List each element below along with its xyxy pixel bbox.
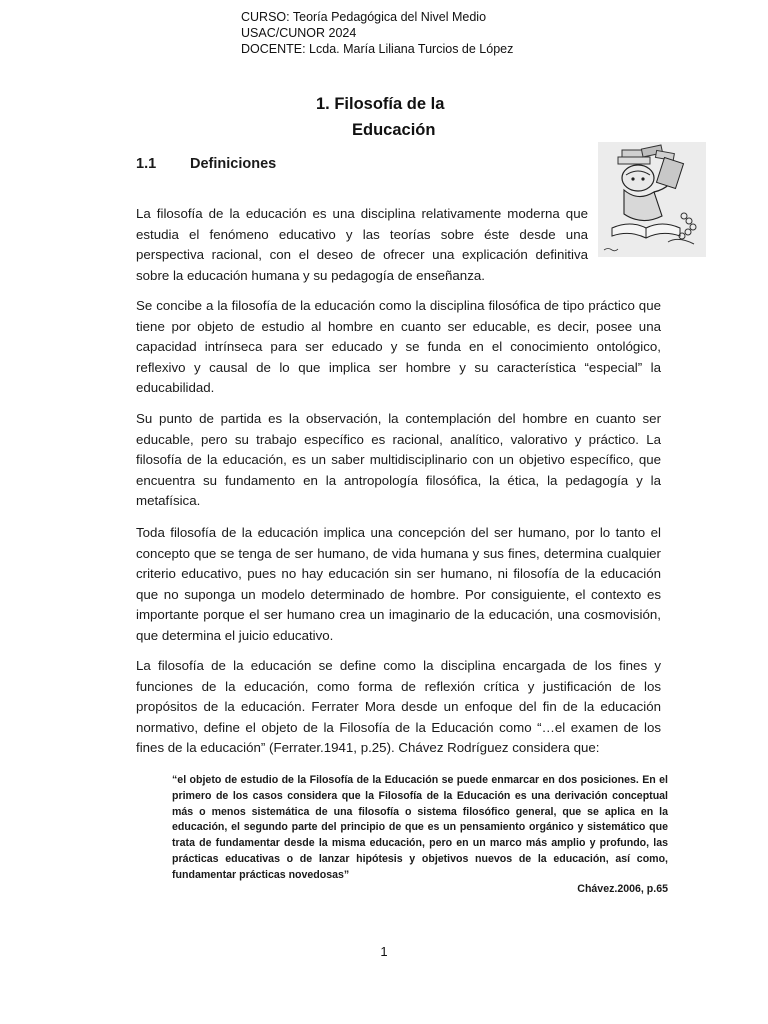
section-title: Definiciones [190, 156, 277, 172]
institution-line: USAC/CUNOR 2024 [241, 26, 357, 40]
page-number: 1 [380, 944, 388, 959]
course-line: CURSO: Teoría Pedagógica del Nivel Medio [241, 10, 487, 24]
document-header [241, 9, 513, 57]
paragraph-2: Se concibe a la filosofía de la educación como la disciplina filosófica de tipo práctico que tiene por objeto de estudio al hombre en cuanto ser educable, es decir, posee una capacidad intrínseca para ser educado y se funda en el conocimiento ontológico, reflexivo y causal de lo que implica ser hombre y su característica “especial” la educabilidad. [136, 298, 661, 396]
quote-citation: Chávez.2006, p.65 [577, 883, 668, 895]
block-quote: “el objeto de estudio de la Filosofía de la Educación se puede enmarcar en dos posiciones. En el primero de los casos considera que la Filosofía de la Educación es una derivación conceptual más o menos sistemática de una filosofía o sistema filosófico general, que se aplica en la educación, el segundo parte del principio de que es un pensamiento orgánico y sistemático que trata de fundamentar desde la misma educación, pero en un marco más amplio y profundo, las prácticas educativas o de lanzar hipótesis y objetivos nuevos de la educación, así como, fundamentar prácticas novedosas” [172, 774, 668, 881]
paragraph-5: La filosofía de la educación se define como la disciplina encargada de los fines y funciones de la educación, como forma de reflexión crítica y justificación de los propósitos de la educación. Ferrater Mora desde un enfoque del fin de la educación normativo, define el objeto de la Filosofía de la Educación como “…el examen de los fines de la educación” (Ferrater.1941, p.25). Chávez Rodríguez considera que: [136, 658, 661, 756]
paragraph-1: La filosofía de la educación es una disciplina relativamente moderna que estudia el fenómeno educativo y las teorías sobre éste desde una perspectiva racional, con el deseo de ofrecer una explicación definitiva sobre la educación humana y su pedagogía de enseñanza. [136, 206, 588, 283]
section-number: 1.1 [136, 156, 157, 172]
title-line-2: Educación [352, 121, 436, 139]
paragraph-3: Su punto de partida es la observación, la contemplación del hombre en cuanto ser educable, pero su trabajo específico es racional, analítico, valorativo y práctico. La filosofía de la educación, es un saber multidisciplinario con un objetivo específico, que encuentra su fundamento en la antropología filosófica, la ética, la pedagogía y la metafísica. [136, 411, 661, 509]
teacher-line: DOCENTE: Lcda. María Liliana Turcios de López [241, 42, 514, 56]
section-heading [136, 156, 276, 172]
title-line-1: 1. Filosofía de la [316, 95, 445, 113]
student-reading-illustration-icon [598, 142, 706, 257]
paragraph-4: Toda filosofía de la educación implica una concepción del ser humano, por lo tanto el concepto que se tenga de ser humano, de vida humana y sus fines, determina cualquier criterio educativo, pues no hay educación sin ser humano, ni filosofía de la educación que no suponga un modelo determinado de hombre. Por consiguiente, el contexto es importante porque el ser humano crea un imaginario de la educación, una cosmovisión, que determina el juicio educativo. [136, 525, 661, 643]
